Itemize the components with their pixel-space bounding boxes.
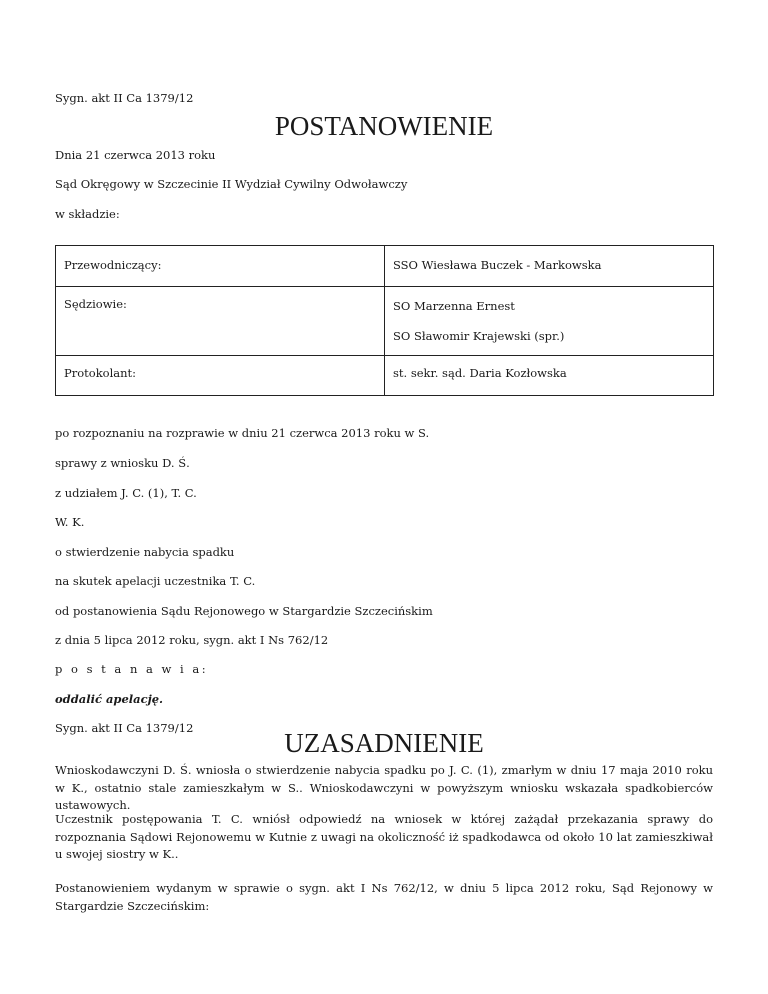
judge-1: SO Marzenna Ernest [393, 299, 515, 313]
participants-line: z udziałem J. C. (1), T. C. [55, 486, 197, 500]
appeal-line: na skutek apelacji uczestnika T. C. [55, 574, 256, 588]
decision-from-line: od postanowienia Sądu Rejonowego w Stargardzie Szczecińskim [55, 604, 433, 618]
composition-label: w składzie: [55, 207, 120, 221]
clerk-value: st. sekr. sąd. Daria Kozłowska [385, 356, 714, 396]
justification-paragraph-3: Postanowieniem wydanym w sprawie o sygn. akt I Ns 762/12, w dniu 5 lipca 2012 roku, Sąd Rejonowy w Stargardzie Szczecińskim: [55, 881, 713, 913]
participants-line-2: W. K. [55, 515, 85, 529]
date-line: Dnia 21 czerwca 2013 roku [55, 148, 216, 162]
court-panel-table [55, 245, 714, 396]
judges-cell [385, 287, 714, 356]
case-number: Sygn. akt II Ca 1379/12 [55, 91, 194, 105]
court-line: Sąd Okręgowy w Szczecinie II Wydział Cywilny Odwoławczy [55, 177, 408, 191]
case-line: sprawy z wniosku D. Ś. [55, 456, 190, 470]
judges-label: Sędziowie: [56, 287, 385, 356]
decision-date-line: z dnia 5 lipca 2012 roku, sygn. akt I Ns 762/12 [55, 633, 329, 647]
justification-case-number: Sygn. akt II Ca 1379/12 [55, 721, 194, 735]
resolves-label: p o s t a n a w i a: [55, 662, 209, 676]
justification-paragraph-2: Uczestnik postępowania T. C. wniósł odpowiedź na wniosek w której zażądał przekazania sprawy do rozpoznania Sądowi Rejonowemu w Kutnie z uwagi na okoliczność iż spadkodawca od około 10 lat zamieszkiwał u swojej siostry w K.. [55, 812, 713, 861]
judge-2: SO Sławomir Krajewski (spr.) [393, 329, 565, 343]
presiding-label: Przewodniczący: [56, 246, 385, 287]
subject-line: o stwierdzenie nabycia spadku [55, 545, 235, 559]
hearing-line: po rozpoznaniu na rozprawie w dniu 21 czerwca 2013 roku w S. [55, 426, 430, 440]
clerk-label: Protokolant: [56, 356, 385, 396]
ruling: oddalić apelację. [55, 692, 164, 706]
justification-title: UZASADNIENIE [284, 728, 484, 758]
document-title: POSTANOWIENIE [274, 111, 494, 141]
presiding-value: SSO Wiesława Buczek - Markowska [385, 246, 714, 287]
justification-paragraph-1: Wnioskodawczyni D. Ś. wniosła o stwierdzenie nabycia spadku po J. C. (1), zmarłym w dniu 17 maja 2010 roku w K., ostatnio stale zamieszkałym w S.. Wnioskodawczyni w powyższym wniosku wskazała spadkobierców ustawowych. [55, 763, 713, 812]
